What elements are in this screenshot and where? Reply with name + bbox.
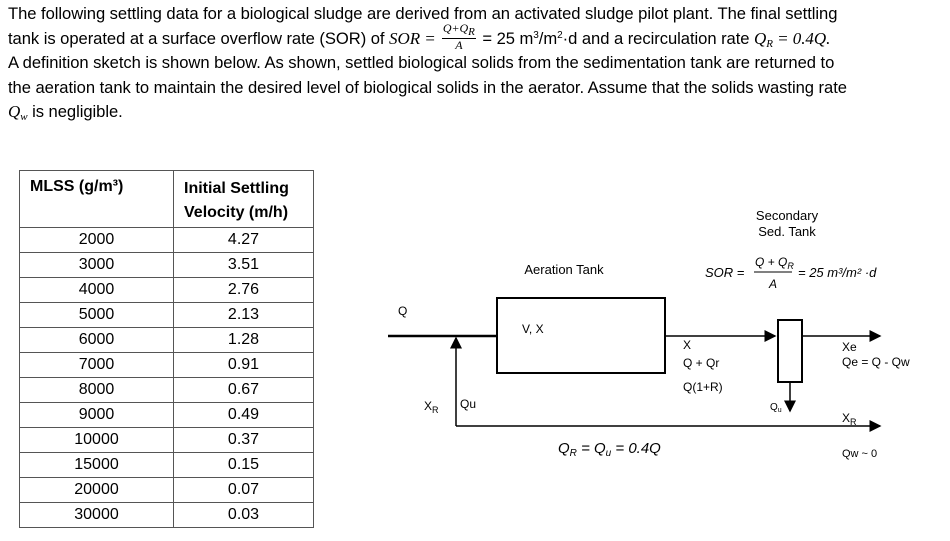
velocity-cell: 2.76: [174, 278, 314, 303]
table-row: [20, 428, 314, 453]
velocity-header: Initial Settling Velocity (m/h): [174, 171, 314, 228]
xr-left-label: $X_R$: [424, 399, 439, 415]
table-row: [20, 278, 314, 303]
table-row: [20, 228, 314, 253]
secondary-label-2: Sed. Tank: [758, 224, 816, 239]
statement-line-2: tank is operated at a surface overflow rate (SOR) of SOR = $\frac{Q+QR}{A}$ = 25 $m^3/m^2\cdot d$ and a recirculation rate $Q_R = 0.4Q$.: [8, 20, 831, 52]
table-row: [20, 353, 314, 378]
problem-statement: [8, 2, 944, 125]
table-row: [20, 328, 314, 353]
velocity-cell: 0.37: [174, 428, 314, 453]
velocity-cell: 4.27: [174, 228, 314, 253]
svg-text:SOR =: SOR =: [705, 265, 745, 280]
statement-line-5: $Q_w$ is negligible.: [8, 102, 123, 123]
xe-label: Xe: [842, 340, 857, 354]
recycle-equation: $Q_R = Q_u = 0.4Q$: [558, 440, 661, 459]
qe-label: Qe = Q - Qw: [842, 355, 910, 369]
table-row: [20, 253, 314, 278]
table-row: [20, 303, 314, 328]
velocity-cell: 3.51: [174, 253, 314, 278]
velocity-cell: 0.03: [174, 503, 314, 528]
svg-text:= 25 m³/m² ·d: = 25 m³/m² ·d: [798, 265, 877, 280]
sor-fraction: $\frac{Q+QR}{A}$: [442, 20, 475, 52]
aeration-tank-label: Aeration Tank: [524, 262, 604, 277]
table-row: [20, 503, 314, 528]
mlss-cell: 5000: [20, 303, 174, 328]
x-label: X: [683, 338, 692, 352]
statement-line-3: A definition sketch is shown below. As shown, settled biological solids from the sedimentation tank are returned to: [8, 53, 835, 72]
qw-label: Qw ~ 0: [842, 448, 878, 460]
mlss-cell: 4000: [20, 278, 174, 303]
mlss-cell: 10000: [20, 428, 174, 453]
svg-text:Q + QR: $Q + Q_R$: [755, 255, 794, 271]
velocity-cell: 0.91: [174, 353, 314, 378]
table-row: [20, 453, 314, 478]
table-row: [20, 478, 314, 503]
settling-data-table: [19, 170, 314, 528]
mlss-cell: 6000: [20, 328, 174, 353]
q-input-label: Q: [398, 304, 408, 318]
q-plus-qr-label: Q + Qr: [683, 356, 720, 370]
mlss-cell: 8000: [20, 378, 174, 403]
mlss-cell: 3000: [20, 253, 174, 278]
secondary-tank-box: [778, 320, 802, 382]
mlss-cell: 2000: [20, 228, 174, 253]
velocity-cell: 0.67: [174, 378, 314, 403]
xr-right-label: $X_R$: [842, 411, 857, 427]
qu-left-label: Qu: [460, 397, 477, 411]
statement-line-1: The following settling data for a biological sludge are derived from an activated sludge pilot plant. The final settling: [8, 4, 838, 23]
definition-sketch: [380, 195, 940, 475]
velocity-cell: 0.07: [174, 478, 314, 503]
vx-label: V, X: [522, 322, 544, 336]
table-row: [20, 403, 314, 428]
statement-line-4: the aeration tank to maintain the desired level of biological solids in the aerator. Assume that the solids wasting rate: [8, 77, 847, 97]
mlss-header: MLSS (g/m³): [20, 171, 174, 228]
q-1r-label: Q(1+R): [683, 380, 723, 394]
secondary-label-1: Secondary: [755, 208, 819, 223]
mlss-cell: 20000: [20, 478, 174, 503]
sor-formula: [705, 255, 877, 291]
svg-text:A: A: [768, 277, 778, 291]
table-row: [20, 378, 314, 403]
mlss-cell: 30000: [20, 503, 174, 528]
qu-right-label: $Q_u$: [770, 402, 782, 414]
mlss-cell: 7000: [20, 353, 174, 378]
mlss-cell: 15000: [20, 453, 174, 478]
velocity-cell: 2.13: [174, 303, 314, 328]
velocity-cell: 0.15: [174, 453, 314, 478]
velocity-cell: 1.28: [174, 328, 314, 353]
mlss-cell: 9000: [20, 403, 174, 428]
velocity-cell: 0.49: [174, 403, 314, 428]
